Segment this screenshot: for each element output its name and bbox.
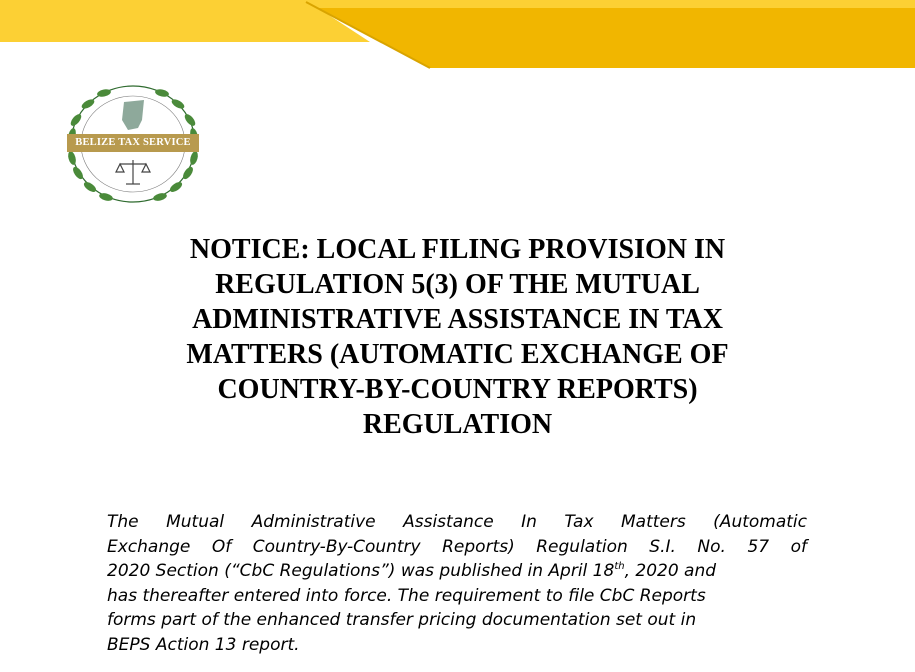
title-line: REGULATION (362, 409, 553, 440)
title-line: NOTICE: LOCAL FILING PROVISION IN (189, 234, 726, 265)
title-line: MATTERS (AUTOMATIC EXCHANGE OF (186, 339, 729, 370)
paragraph-line: The Mutual Administrative Assistance In Tax Matters (Automatic (107, 512, 807, 532)
title-line: ADMINISTRATIVE ASSISTANCE IN TAX (192, 304, 723, 335)
paragraph-line: has thereafter entered into force. The requirement to file CbC Reports (107, 585, 706, 606)
title-line: COUNTRY-BY-COUNTRY REPORTS) (217, 374, 698, 405)
paragraph-line: forms part of the enhanced transfer pricing documentation set out in (107, 610, 697, 631)
paragraph-text: 2020 Section (“CbC Regulations”) was published in April 18 (107, 561, 615, 582)
banner-dark-stripe (318, 8, 915, 68)
ordinal-suffix: th (614, 561, 625, 573)
notice-body-paragraph (107, 510, 807, 658)
title-line: REGULATION 5(3) OF THE MUTUAL (215, 269, 700, 300)
belize-tax-service-logo (58, 80, 208, 210)
paragraph-line: Exchange Of Country-By-Country Reports) Regulation S.I. No. 57 of (107, 536, 807, 557)
paragraph-line (107, 559, 807, 584)
paragraph-line: BEPS Action 13 report. (107, 634, 300, 655)
header-banner (0, 0, 915, 75)
paragraph-text: , 2020 and (624, 561, 717, 582)
notice-title (100, 232, 815, 442)
logo-organization-name: BELIZE TAX SERVICE (67, 134, 199, 152)
